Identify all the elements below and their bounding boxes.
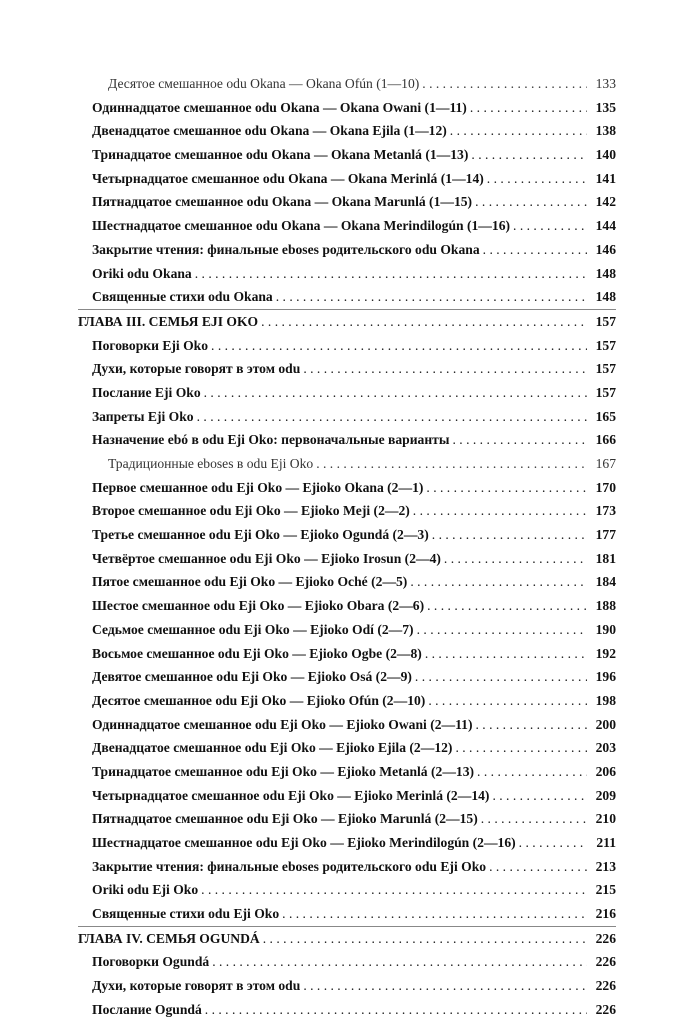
dot-leader	[427, 594, 587, 618]
dot-leader	[212, 950, 587, 974]
toc-entry-title: Шестое смешанное odu Eji Oko — Ejioko Obara (2—6)	[92, 598, 425, 614]
toc-entry-title: Традиционные eboses в odu Eji Oko	[108, 456, 314, 471]
toc-page-number: 226	[595, 954, 616, 970]
dot-leader	[422, 72, 587, 96]
dot-leader	[475, 713, 587, 737]
toc-entry[interactable]	[78, 570, 616, 594]
toc-page-number: 157	[595, 384, 616, 400]
toc-entry[interactable]	[78, 167, 616, 191]
toc-entry-title: Четырнадцатое смешанное odu Okana — Okana Merinlá (1—14)	[92, 170, 484, 186]
toc-entry-title: Назначение ebó в odu Eji Oko: первоначальные варианты	[92, 432, 450, 448]
dot-leader	[481, 807, 587, 831]
dot-leader	[492, 784, 587, 808]
dot-leader	[195, 262, 587, 286]
toc-entry-title: Запреты Eji Oko	[92, 408, 194, 424]
toc-entry-title: Закрытие чтения: финальные eboses родительского odu Eji Oko	[92, 858, 487, 874]
toc-page-number: 141	[595, 170, 616, 186]
dot-leader	[483, 238, 587, 262]
toc-entry-title: Поговорки Ogundá	[92, 954, 210, 970]
dot-leader	[282, 902, 587, 926]
toc-entry[interactable]	[78, 998, 616, 1022]
toc-page-number: 173	[595, 503, 616, 519]
dot-leader	[205, 998, 587, 1022]
dot-leader	[475, 190, 587, 214]
dot-leader	[487, 167, 587, 191]
toc-page-number: 146	[595, 241, 616, 257]
toc-entry[interactable]	[78, 760, 616, 784]
toc-entry-title: Шестнадцатое смешанное odu Eji Oko — Ejioko Merindilogún (2—16)	[92, 835, 516, 850]
toc-entry-title: ГЛАВА III. СЕМЬЯ EJI OKO	[78, 313, 259, 329]
toc-entry[interactable]	[78, 285, 616, 309]
toc-entry-title: Священные стихи odu Okana	[92, 289, 273, 305]
toc-chapter-entry[interactable]	[78, 310, 616, 334]
dot-leader	[489, 855, 587, 879]
toc-page-number: 144	[595, 218, 616, 234]
toc-entry-title: Восьмое смешанное odu Eji Oko — Ejioko Ogbe (2—8)	[92, 645, 422, 661]
toc-entry-title: Закрытие чтения: финальные eboses родительского odu Okana	[92, 241, 480, 257]
dot-leader	[415, 665, 587, 689]
toc-page-number: 170	[595, 479, 616, 495]
toc-page-number: 211	[596, 835, 616, 850]
dot-leader	[417, 618, 587, 642]
toc-page-number: 206	[595, 763, 616, 779]
toc-entry[interactable]	[78, 547, 616, 571]
toc-page-number: 181	[595, 550, 616, 566]
dot-leader	[450, 119, 587, 143]
dot-leader	[303, 974, 587, 998]
toc-entry[interactable]	[78, 950, 616, 974]
toc-entry-title: Пятое смешанное odu Eji Oko — Ejioko Oché (2—5)	[92, 574, 408, 590]
toc-entry[interactable]	[78, 499, 616, 523]
toc-entry[interactable]	[78, 143, 616, 167]
dot-leader	[263, 927, 587, 951]
dot-leader	[303, 357, 587, 381]
toc-entry-title: Девятое смешанное odu Eji Oko — Ejioko Osá (2—9)	[92, 669, 412, 685]
toc-entry-title: Пятнадцатое смешанное odu Eji Oko — Ejioko Marunlá (2—15)	[92, 811, 478, 827]
dot-leader	[455, 736, 587, 760]
toc-entry[interactable]	[78, 974, 616, 998]
toc-page-number: 148	[595, 265, 616, 281]
toc-page-number: 138	[595, 123, 616, 139]
toc-entry[interactable]	[78, 214, 616, 238]
toc-entry[interactable]	[78, 381, 616, 405]
dot-leader	[425, 642, 587, 666]
toc-entry-title: Oriki odu Eji Oko	[92, 882, 199, 898]
toc-entry[interactable]	[78, 238, 616, 262]
toc-entry[interactable]	[78, 855, 616, 879]
toc-entry-title: Oriki odu Okana	[92, 265, 192, 281]
dot-leader	[413, 499, 587, 523]
toc-entry[interactable]	[78, 736, 616, 760]
toc-page-number: 135	[595, 99, 616, 115]
dot-leader	[452, 428, 587, 452]
toc-page-number: 148	[595, 289, 616, 305]
dot-leader	[276, 285, 587, 309]
toc-page-number: 157	[595, 313, 616, 329]
toc-page-number: 198	[595, 692, 616, 708]
toc-page-number: 209	[595, 787, 616, 803]
toc-entry-title: Одиннадцатое смешанное odu Eji Oko — Ejioko Owani (2—11)	[92, 716, 473, 732]
toc-entry-title: Поговорки Eji Oko	[92, 337, 209, 353]
toc-page-number: 188	[595, 598, 616, 614]
dot-leader	[261, 310, 587, 334]
toc-entry[interactable]	[78, 878, 616, 902]
toc-entry[interactable]	[78, 405, 616, 429]
toc-page-number: 167	[595, 456, 616, 471]
toc-entry[interactable]	[78, 689, 616, 713]
toc-entry-title: Седьмое смешанное odu Eji Oko — Ejioko Odí (2—7)	[92, 621, 414, 637]
toc-entry-title: Тринадцатое смешанное odu Okana — Okana Metanlá (1—13)	[92, 147, 469, 163]
toc-entry[interactable]	[78, 190, 616, 214]
dot-leader	[470, 96, 587, 120]
dot-leader	[471, 143, 587, 167]
toc-entry[interactable]	[78, 119, 616, 143]
toc-entry-title: Второе смешанное odu Eji Oko — Ejioko Meji (2—2)	[92, 503, 410, 519]
toc-page-number: 177	[595, 527, 616, 543]
dot-leader	[428, 689, 587, 713]
toc-entry[interactable]	[78, 831, 616, 855]
toc-entry-title: ГЛАВА IV. СЕМЬЯ OGUNDÁ	[78, 930, 260, 946]
toc-page-number: 184	[595, 574, 616, 590]
toc-page-number: 190	[595, 621, 616, 637]
toc-page-number: 215	[595, 882, 616, 898]
toc-page-number: 192	[595, 645, 616, 661]
toc-entry[interactable]	[78, 357, 616, 381]
toc-entry[interactable]	[78, 784, 616, 808]
dot-leader	[477, 760, 587, 784]
toc-entry[interactable]	[78, 594, 616, 618]
toc-entry-title: Духи, которые говорят в этом odu	[92, 361, 301, 377]
toc-page-number: 157	[595, 337, 616, 353]
toc-entry-title: Первое смешанное odu Eji Oko — Ejioko Okana (2—1)	[92, 479, 424, 495]
toc-entry-title: Пятнадцатое смешанное odu Okana — Okana Marunlá (1—15)	[92, 194, 473, 210]
toc-page-number: 210	[595, 811, 616, 827]
toc-page-number: 140	[595, 147, 616, 163]
toc-entry-title: Четвёртое смешанное odu Eji Oko — Ejioko Irosun (2—4)	[92, 550, 441, 566]
toc-page-number: 196	[595, 669, 616, 685]
toc-entry[interactable]	[78, 902, 616, 926]
dot-leader	[197, 405, 587, 429]
dot-leader	[426, 476, 587, 500]
toc-entry-title: Тринадцатое смешанное odu Eji Oko — Ejioko Metanlá (2—13)	[92, 763, 475, 779]
toc-entry[interactable]	[78, 476, 616, 500]
table-of-contents	[78, 72, 616, 1022]
dot-leader	[513, 214, 587, 238]
toc-page-number: 133	[595, 76, 616, 91]
dot-leader	[201, 878, 587, 902]
toc-page-number: 216	[595, 906, 616, 922]
toc-page-number: 203	[595, 740, 616, 756]
toc-entry[interactable]	[78, 642, 616, 666]
toc-entry-title: Шестнадцатое смешанное odu Okana — Okana Merindilogún (1—16)	[92, 218, 511, 234]
toc-entry-title: Духи, которые говорят в этом odu	[92, 978, 301, 994]
toc-page-number: 226	[595, 930, 616, 946]
toc-page-number: 200	[595, 716, 616, 732]
toc-entry-title: Третье смешанное odu Eji Oko — Ejioko Ogundá (2—3)	[92, 527, 429, 543]
dot-leader	[204, 381, 587, 405]
dot-leader	[444, 547, 587, 571]
toc-entry-title: Одиннадцатое смешанное odu Okana — Okana Owani (1—11)	[92, 99, 467, 115]
dot-leader	[432, 523, 587, 547]
toc-entry-title: Десятое смешанное odu Eji Oko — Ejioko Ofún (2—10)	[92, 692, 426, 708]
toc-entry[interactable]	[78, 523, 616, 547]
toc-page-number: 166	[595, 432, 616, 448]
toc-entry-title: Послание Ogundá	[92, 1001, 202, 1017]
toc-page-number: 213	[595, 858, 616, 874]
toc-entry[interactable]	[78, 713, 616, 737]
dot-leader	[519, 831, 587, 855]
toc-page-number: 226	[595, 1001, 616, 1017]
toc-page-number: 157	[595, 361, 616, 377]
toc-entry[interactable]	[78, 428, 616, 452]
toc-chapter-entry[interactable]	[78, 927, 616, 951]
toc-entry[interactable]	[78, 665, 616, 689]
toc-entry[interactable]	[78, 334, 616, 358]
toc-entry-title: Двенадцатое смешанное odu Eji Oko — Ejioko Ejila (2—12)	[92, 740, 453, 756]
toc-entry[interactable]	[78, 618, 616, 642]
dot-leader	[211, 334, 587, 358]
toc-page-number: 226	[595, 978, 616, 994]
toc-entry[interactable]	[78, 262, 616, 286]
toc-entry-title: Четырнадцатое смешанное odu Eji Oko — Ejioko Merinlá (2—14)	[92, 787, 490, 803]
toc-entry[interactable]	[78, 807, 616, 831]
toc-entry-title: Священные стихи odu Eji Oko	[92, 906, 280, 922]
toc-entry[interactable]	[78, 452, 616, 476]
toc-entry[interactable]	[78, 72, 616, 96]
toc-entry-title: Двенадцатое смешанное odu Okana — Okana Ejila (1—12)	[92, 123, 447, 139]
toc-entry[interactable]	[78, 96, 616, 120]
toc-page-number: 165	[595, 408, 616, 424]
toc-entry-title: Послание Eji Oko	[92, 384, 201, 400]
toc-page-number: 142	[595, 194, 616, 210]
dot-leader	[410, 570, 587, 594]
dot-leader	[316, 452, 587, 476]
toc-entry-title: Десятое смешанное odu Okana — Okana Ofún (1—10)	[108, 76, 420, 91]
